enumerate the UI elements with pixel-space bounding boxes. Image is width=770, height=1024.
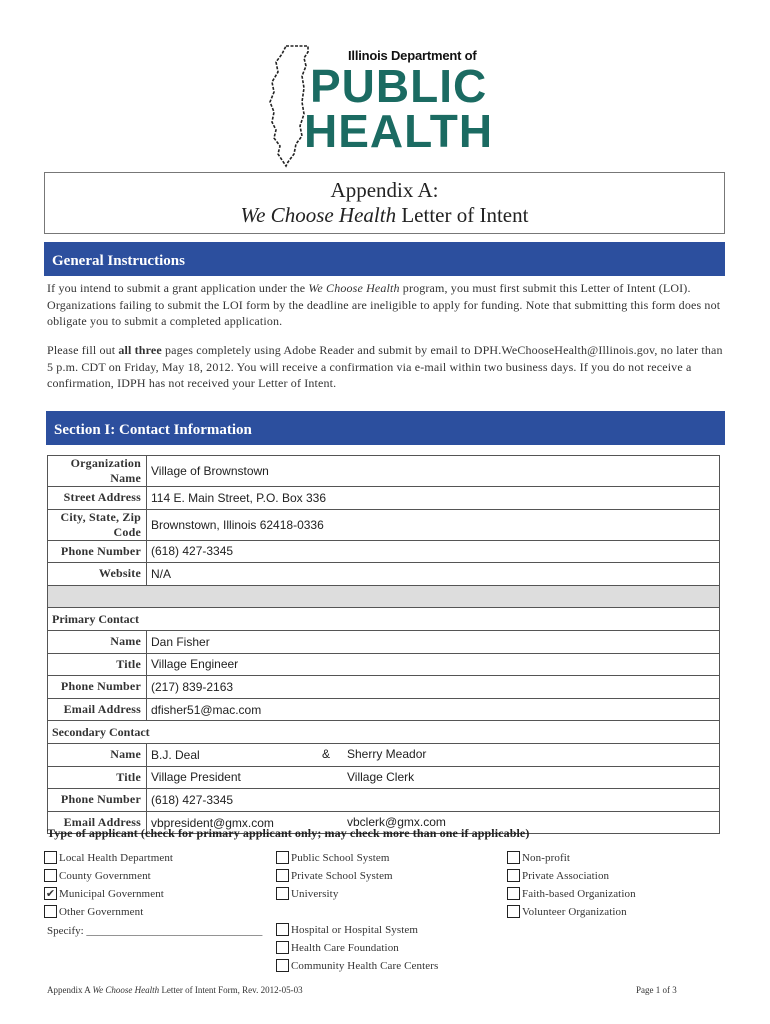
table-row (48, 487, 720, 510)
checkbox-label: Faith-based Organization (522, 887, 636, 900)
website-label: Website (48, 563, 147, 586)
website-field[interactable]: N/A (147, 563, 720, 586)
checkbox[interactable] (44, 869, 57, 882)
subtitle-rest: Letter of Intent (396, 203, 529, 227)
footer-form-id (47, 985, 303, 995)
table-row (48, 789, 720, 812)
checkbox[interactable] (276, 851, 289, 864)
secondary-email-2: vbclerk@gmx.com (347, 814, 446, 829)
org-name-field[interactable]: Village of Brownstown (147, 456, 720, 487)
checkbox-label: Health Care Foundation (291, 941, 399, 954)
idph-logo (268, 40, 508, 170)
city-label: City, State, Zip Code (48, 509, 147, 540)
secondary-phone-field[interactable]: (618) 427-3345 (147, 789, 720, 812)
logo-department-text: Illinois Department of (348, 48, 477, 63)
section1-heading: Section I: Contact Information (46, 411, 725, 445)
secondary-name-label: Name (48, 743, 147, 766)
primary-contact-heading: Primary Contact (48, 608, 720, 631)
checkbox-label: Municipal Government (59, 887, 164, 900)
secondary-name-field[interactable] (147, 743, 720, 766)
checkbox-label: Private Association (522, 869, 610, 882)
p1-program: We Choose Health (308, 281, 400, 295)
phone-field[interactable]: (618) 427-3345 (147, 540, 720, 563)
checkbox-label: Non-profit (522, 851, 571, 864)
secondary-contact-heading: Secondary Contact (48, 721, 720, 744)
applicant-option-university[interactable] (276, 887, 338, 900)
checkbox[interactable] (276, 959, 289, 972)
table-row (48, 608, 720, 631)
general-instructions-heading: General Instructions (44, 242, 725, 276)
checkbox[interactable]: ✔ (45, 887, 56, 900)
phone-label: Phone Number (48, 540, 147, 563)
street-label: Street Address (48, 487, 147, 510)
page-subtitle (45, 203, 724, 228)
checkbox[interactable] (507, 887, 520, 900)
org-name-label: Organization Name (48, 456, 147, 487)
applicant-option-county-government[interactable] (44, 869, 151, 882)
p1-text-a: If you intend to submit a grant application under the (47, 281, 309, 295)
checkbox-label: Community Health Care Centers (291, 959, 439, 972)
table-row (48, 585, 720, 608)
primary-phone-field[interactable]: (217) 839-2163 (147, 676, 720, 699)
p1-text-b: program, you must first submit this Letter of Intent (LOI). Organizations failing to submit the LOI form by the deadline are ineligible to apply for funding. Note that submitting this form does not obligate you to submit a completed application. (47, 281, 721, 328)
table-row (48, 676, 720, 699)
secondary-name-1: B.J. Deal (151, 747, 200, 762)
street-field[interactable]: 114 E. Main Street, P.O. Box 336 (147, 487, 720, 510)
secondary-title-1: Village President (151, 770, 241, 785)
instructions-paragraph-2 (47, 342, 727, 392)
checkbox[interactable] (276, 923, 289, 936)
checkbox[interactable] (507, 905, 520, 918)
applicant-option-private-association[interactable] (507, 869, 609, 882)
checkbox-label: County Government (59, 869, 151, 882)
secondary-title-field[interactable] (147, 766, 720, 789)
table-row (48, 653, 720, 676)
table-row (48, 766, 720, 789)
applicant-option-volunteer-organization[interactable] (507, 905, 627, 918)
applicant-option-faith-based-organization[interactable] (507, 887, 636, 900)
checkbox-label: Private School System (291, 869, 393, 882)
checkbox[interactable] (44, 905, 57, 918)
checkbox-label: University (291, 887, 339, 900)
primary-title-label: Title (48, 653, 147, 676)
p2-text-a: Please fill out (47, 343, 119, 357)
checkbox[interactable] (276, 887, 289, 900)
footer-text-b: Letter of Intent Form, Rev. 2012-05-03 (159, 985, 303, 995)
footer-text-a: Appendix A (47, 985, 93, 995)
table-row (48, 509, 720, 540)
checkbox[interactable] (276, 869, 289, 882)
primary-phone-label: Phone Number (48, 676, 147, 699)
p2-text-b: pages completely using Adobe Reader and submit by email to DPH.WeChooseHealth@Illinois.gov, no later than 5 p.m. CDT on Friday, May 18, 2012. You will receive a confirmation via e-mail within two business days. If you do not receive a confirmation, IDPH has not received your Letter of Intent. (47, 343, 723, 390)
applicant-option-private-school-system[interactable] (276, 869, 393, 882)
p2-bold: all three (118, 343, 162, 357)
applicant-type-heading: Type of applicant (check for primary applicant only; may check more than one if applicable) (47, 826, 530, 840)
applicant-option-non-profit[interactable] (507, 851, 570, 864)
secondary-email-label: Email Address (48, 811, 147, 834)
subtitle-program: We Choose Health (240, 203, 397, 227)
applicant-option-local-health-department[interactable] (44, 851, 173, 864)
primary-name-field[interactable]: Dan Fisher (147, 630, 720, 653)
applicant-option-community-health-care-centers[interactable] (276, 959, 438, 972)
secondary-title-label: Title (48, 766, 147, 789)
primary-email-field[interactable]: dfisher51@mac.com (147, 698, 720, 721)
applicant-option-public-school-system[interactable] (276, 851, 390, 864)
checkbox[interactable] (44, 851, 57, 864)
instructions-paragraph-1 (47, 280, 727, 330)
table-row (48, 563, 720, 586)
table-row (48, 743, 720, 766)
logo-health-text: HEALTH (304, 105, 494, 157)
applicant-option-health-care-foundation[interactable] (276, 941, 399, 954)
primary-email-label: Email Address (48, 698, 147, 721)
checkbox-label: Other Government (59, 905, 144, 918)
title-box (44, 172, 725, 234)
checkbox-label: Volunteer Organization (522, 905, 627, 918)
page-title: Appendix A: (330, 178, 439, 202)
checkbox[interactable] (276, 941, 289, 954)
specify-field[interactable]: Specify: ________________________________ (47, 925, 263, 937)
logo-public-text: PUBLIC (310, 60, 488, 112)
separator-row (48, 585, 720, 608)
checkbox[interactable] (507, 851, 520, 864)
checkbox-label: Hospital or Hospital System (291, 923, 419, 936)
contact-table (47, 455, 720, 834)
primary-name-label: Name (48, 630, 147, 653)
secondary-name-2: Sherry Meador (347, 746, 427, 761)
city-field[interactable]: Brownstown, Illinois 62418-0336 (147, 509, 720, 540)
footer-program: We Choose Health (92, 985, 160, 995)
checkbox-label: Local Health Department (59, 851, 174, 864)
table-row (48, 721, 720, 744)
primary-title-field[interactable]: Village Engineer (147, 653, 720, 676)
checkbox[interactable] (507, 869, 520, 882)
table-row (48, 698, 720, 721)
ampersand: & (322, 746, 331, 761)
secondary-email-1: vbpresident@gmx.com (151, 815, 274, 830)
page-number: Page 1 of 3 (636, 985, 677, 995)
table-row (48, 456, 720, 487)
checkbox-label: Public School System (291, 851, 390, 864)
applicant-option-hospital-or-hospital-system[interactable] (276, 923, 418, 936)
applicant-option-other-government[interactable] (44, 905, 143, 918)
secondary-title-2: Village Clerk (347, 769, 415, 784)
applicant-option-municipal-government[interactable] (44, 887, 164, 900)
secondary-phone-label: Phone Number (48, 789, 147, 812)
table-row (48, 630, 720, 653)
table-row (48, 540, 720, 563)
